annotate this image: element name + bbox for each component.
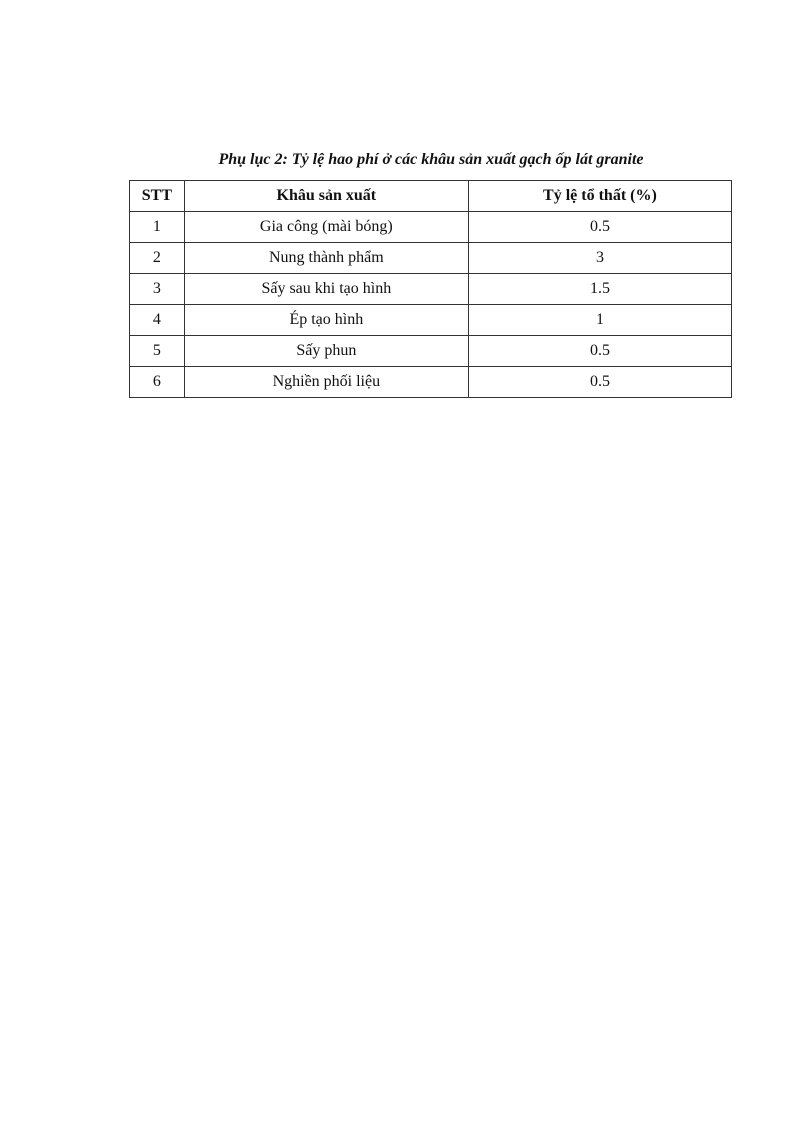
table-row	[130, 367, 732, 398]
cell-stt: 6	[130, 367, 185, 398]
cell-stage: Sấy phun	[184, 336, 468, 367]
cell-loss-rate: 1.5	[468, 274, 731, 305]
header-loss-rate: Tỷ lệ tổ thất (%)	[468, 181, 731, 212]
cell-stage: Sấy sau khi tạo hình	[184, 274, 468, 305]
header-stt: STT	[130, 181, 185, 212]
cell-loss-rate: 0.5	[468, 336, 731, 367]
table-row	[130, 336, 732, 367]
cell-stt: 4	[130, 305, 185, 336]
cell-stt: 1	[130, 212, 185, 243]
header-stage: Khâu sản xuất	[184, 181, 468, 212]
cell-stt: 3	[130, 274, 185, 305]
table-row	[130, 305, 732, 336]
cell-stt: 2	[130, 243, 185, 274]
table-row	[130, 243, 732, 274]
table-header-row	[130, 181, 732, 212]
cell-stage: Ép tạo hình	[184, 305, 468, 336]
cell-loss-rate: 0.5	[468, 212, 731, 243]
cell-stage: Nung thành phẩm	[184, 243, 468, 274]
production-loss-table	[129, 180, 732, 398]
table-row	[130, 274, 732, 305]
cell-stage: Nghiền phối liệu	[184, 367, 468, 398]
cell-loss-rate: 0.5	[468, 367, 731, 398]
cell-stt: 5	[130, 336, 185, 367]
table-caption: Phụ lục 2: Tỷ lệ hao phí ở các khâu sản xuất gạch ốp lát granite	[218, 151, 644, 168]
cell-loss-rate: 1	[468, 305, 731, 336]
table-row	[130, 212, 732, 243]
cell-loss-rate: 3	[468, 243, 731, 274]
cell-stage: Gia công (mài bóng)	[184, 212, 468, 243]
